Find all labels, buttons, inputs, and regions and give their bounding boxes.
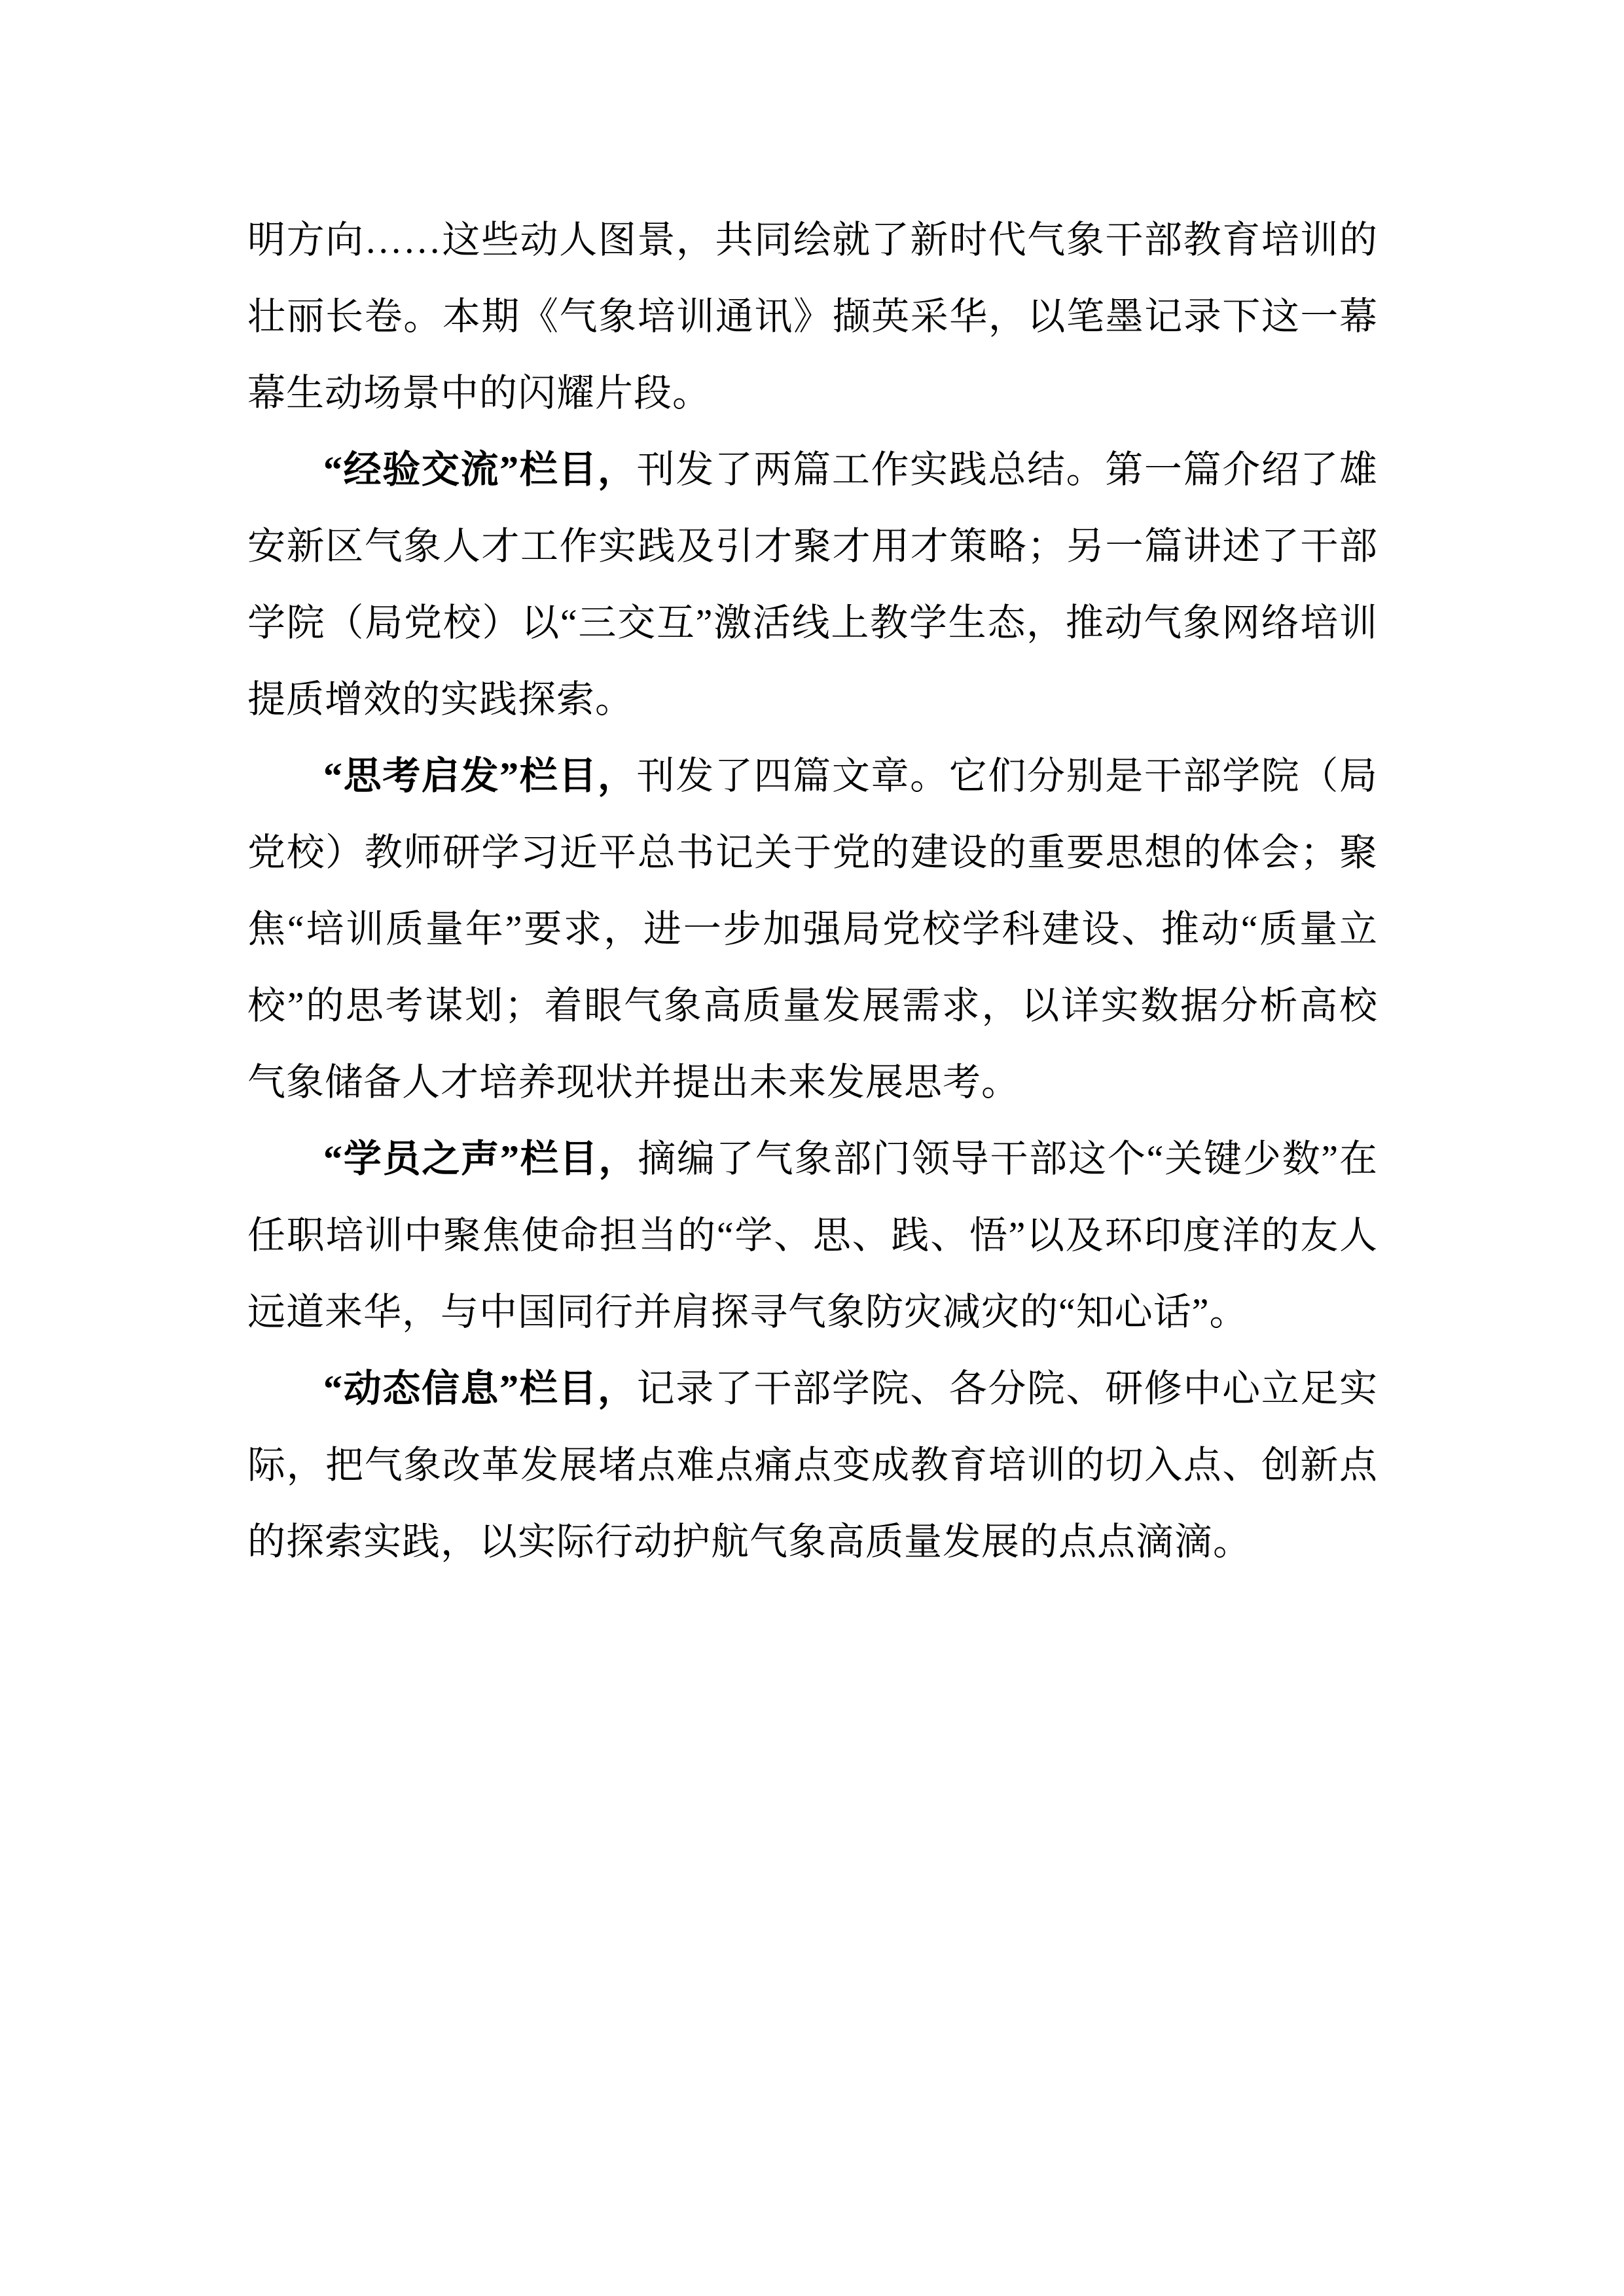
paragraph-lead-bold: “动态信息”栏目，	[323, 1367, 637, 1410]
paragraph-experience-exchange	[247, 431, 1378, 738]
paragraph-lead-bold: “学员之声”栏目，	[323, 1138, 638, 1180]
paragraph-lead-bold: “经验交流”栏目，	[323, 448, 637, 491]
paragraph-trainee-voices	[247, 1121, 1378, 1350]
paragraph-text: 明方向……这些动人图景，共同绘就了新时代气象干部教育培训的壮丽长卷。本期《气象培训通讯》撷英采华，以笔墨记录下这一幕幕生动场景中的闪耀片段。	[247, 219, 1378, 414]
document-body-text	[247, 202, 1378, 1580]
paragraph-text: 摘编了气象部门领导干部这个“关键少数”在任职培训中聚焦使命担当的“学、思、践、悟”以及环印度洋的友人远道来华，与中国同行并肩探寻气象防灾减灾的“知心话”。	[247, 1138, 1378, 1333]
paragraph-text: 刊发了两篇工作实践总结。第一篇介绍了雄安新区气象人才工作实践及引才聚才用才策略；另一篇讲述了干部学院（局党校）以“三交互”激活线上教学生态，推动气象网络培训提质增效的实践探索。	[247, 448, 1378, 721]
paragraph-lead-bold: “思考启发”栏目，	[323, 755, 637, 797]
paragraph-text: 记录了干部学院、各分院、研修中心立足实际，把气象改革发展堵点难点痛点变成教育培训的切入点、创新点的探索实践，以实际行动护航气象高质量发展的点点滴滴。	[247, 1367, 1378, 1563]
paragraph-thought-inspiration	[247, 738, 1378, 1121]
paragraph-continuation	[247, 202, 1378, 431]
paragraph-text: 刊发了四篇文章。它们分别是干部学院（局党校）教师研学习近平总书记关于党的建设的重要思想的体会；聚焦“培训质量年”要求，进一步加强局党校学科建设、推动“质量立校”的思考谋划；着眼气象高质量发展需求，以详实数据分析高校气象储备人才培养现状并提出未来发展思考。	[247, 755, 1378, 1103]
paragraph-dynamic-info	[247, 1350, 1378, 1580]
